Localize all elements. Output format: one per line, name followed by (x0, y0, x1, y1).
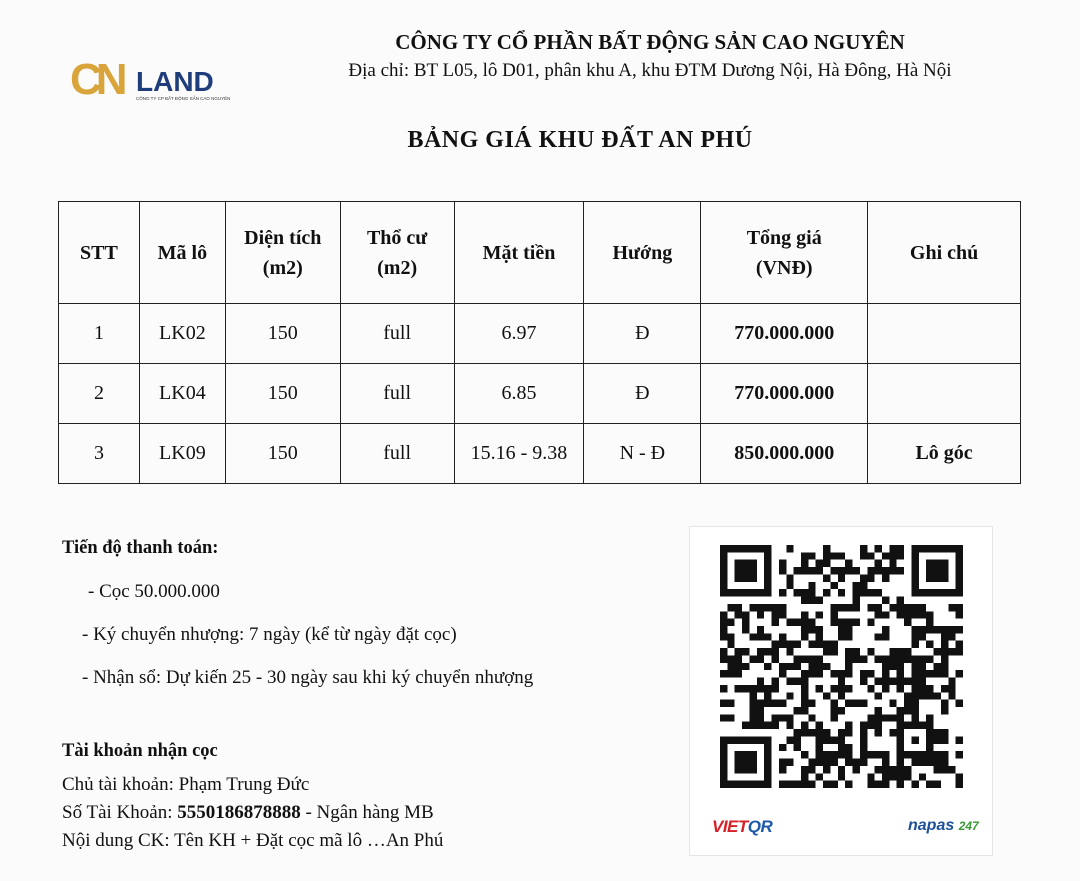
table-row (59, 304, 1021, 364)
column-header: STT (59, 202, 140, 304)
cell-ma-lo: LK09 (139, 424, 225, 484)
payment-item-transfer: - Ký chuyển nhượng: 7 ngày (kể từ ngày đặt cọc) (82, 624, 457, 645)
cell-huong: Đ (584, 364, 701, 424)
cell-tong-gia: 770.000.000 (701, 304, 868, 364)
table-header-row (59, 202, 1021, 304)
cell-ghi-chu (868, 304, 1021, 364)
column-header: Mã lô (139, 202, 225, 304)
vietqr-logo-qr: QR (747, 817, 773, 836)
cell-stt: 1 (59, 304, 140, 364)
payment-schedule-title: Tiến độ thanh toán: (62, 538, 219, 558)
cell-ghi-chu (868, 364, 1021, 424)
cell-mat-tien: 6.97 (454, 304, 584, 364)
cell-stt: 2 (59, 364, 140, 424)
company-logo (70, 55, 245, 108)
cell-ghi-chu: Lô góc (868, 424, 1021, 484)
account-title: Tài khoản nhận cọc (62, 741, 218, 761)
vietqr-logo (712, 817, 772, 837)
cell-tho-cu: full (340, 304, 454, 364)
cell-dien-tich: 150 (225, 424, 340, 484)
qr-card (690, 527, 992, 855)
account-number: 5550186878888 (177, 802, 301, 823)
napas-logo-text: napas (908, 817, 955, 834)
company-address: Địa chỉ: BT L05, lô D01, phân khu A, khu ĐTM Dương Nội, Hà Đông, Hà Nội (348, 60, 952, 81)
napas-247-text: 247 (958, 819, 979, 833)
table-row (59, 364, 1021, 424)
column-header: Ghi chú (868, 202, 1021, 304)
column-header: Thổ cư (m2) (340, 202, 454, 304)
cell-tong-gia: 850.000.000 (701, 424, 868, 484)
account-number-line (62, 802, 434, 824)
cell-stt: 3 (59, 424, 140, 484)
transfer-note: Nội dung CK: Tên KH + Đặt cọc mã lô …An Phú (62, 830, 444, 851)
column-header: Hướng (584, 202, 701, 304)
logo-cn-text: CN (70, 55, 122, 104)
company-name: CÔNG TY CỔ PHẦN BẤT ĐỘNG SẢN CAO NGUYÊN (395, 30, 905, 54)
cell-dien-tich: 150 (225, 304, 340, 364)
napas-logo (908, 817, 979, 835)
column-header: Diện tích (m2) (225, 202, 340, 304)
logo-tagline: CÔNG TY CP BẤT ĐỘNG SẢN CAO NGUYÊN (136, 96, 231, 101)
column-header: Mặt tiền (454, 202, 584, 304)
account-holder: Chủ tài khoản: Phạm Trung Đức (62, 774, 310, 795)
column-header: Tổng giá (VNĐ) (701, 202, 868, 304)
cell-ma-lo: LK04 (139, 364, 225, 424)
logo-land-text: LAND (136, 66, 214, 97)
cell-mat-tien: 6.85 (454, 364, 584, 424)
account-number-label: Số Tài Khoản: (62, 802, 178, 823)
payment-item-deposit: - Cọc 50.000.000 (88, 581, 220, 602)
cell-huong: N - Đ (584, 424, 701, 484)
vietqr-logo-viet: VIET (712, 817, 748, 836)
cell-ma-lo: LK02 (139, 304, 225, 364)
qr-code (720, 545, 963, 788)
cell-tho-cu: full (340, 424, 454, 484)
cell-tho-cu: full (340, 364, 454, 424)
price-table (58, 201, 1021, 484)
cell-huong: Đ (584, 304, 701, 364)
cell-mat-tien: 15.16 - 9.38 (454, 424, 584, 484)
account-bank: - Ngân hàng MB (300, 802, 434, 823)
table-row (59, 424, 1021, 484)
cell-tong-gia: 770.000.000 (701, 364, 868, 424)
page-title: BẢNG GIÁ KHU ĐẤT AN PHÚ (407, 127, 753, 153)
cell-dien-tich: 150 (225, 364, 340, 424)
payment-item-certificate: - Nhận sổ: Dự kiến 25 - 30 ngày sau khi ký chuyển nhượng (82, 667, 534, 688)
